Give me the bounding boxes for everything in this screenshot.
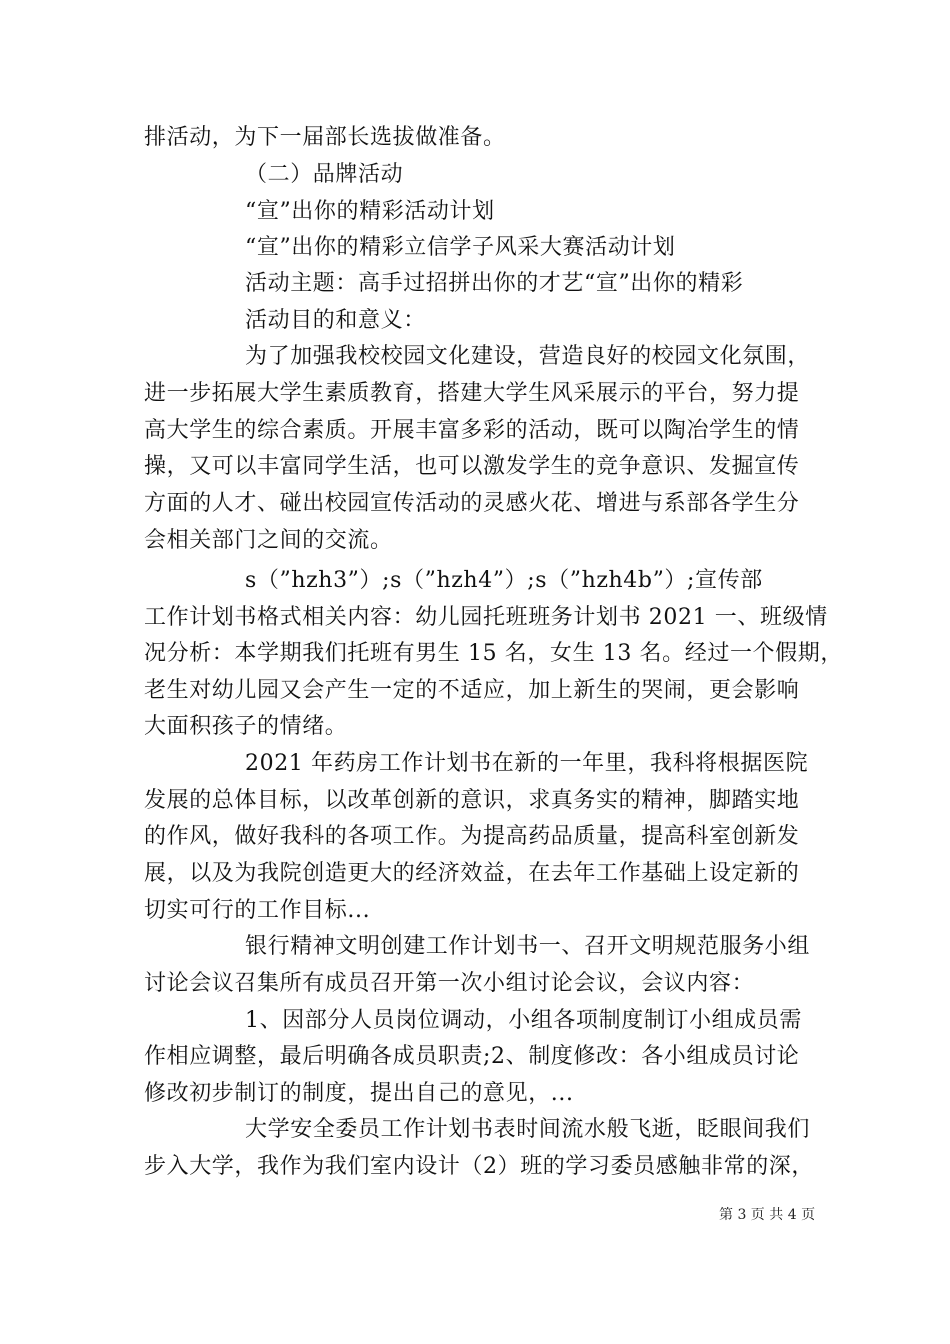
text-line: 发展的总体目标，以改革创新的意识，求真务实的精神，脚踏实地 <box>144 788 800 813</box>
text-line: 展，以及为我院创造更大的经济效益，在去年工作基础上设定新的 <box>144 861 800 886</box>
text-line: 排活动，为下一届部长选拔做准备。 <box>144 125 506 150</box>
text-line: 修改初步制订的制度，提出自己的意见，... <box>144 1081 574 1106</box>
text-line: 活动目的和意义： <box>245 308 426 333</box>
text-line: 工作计划书格式相关内容：幼儿园托班班务计划书 2021 一、班级情 <box>144 605 828 630</box>
text-line: 方面的人才、碰出校园宣传活动的灵感火花、增进与系部各学生分 <box>144 491 800 516</box>
paragraph-first-line: 大学安全委员工作计划书表时间流水般飞逝，眨眼间我们 <box>245 1117 811 1142</box>
text-line: 进一步拓展大学生素质教育，搭建大学生风采展示的平台，努力提 <box>144 381 800 406</box>
paragraph-first-line: 2021 年药房工作计划书在新的一年里，我科将根据医院 <box>245 751 809 776</box>
text-line: 高大学生的综合素质。开展丰富多彩的活动，既可以陶冶学生的情 <box>144 418 800 443</box>
paragraph-first-line: 银行精神文明创建工作计划书一、召开文明规范服务小组 <box>245 934 811 959</box>
paragraph-first-line: 为了加强我校校园文化建设，营造良好的校园文化氛围， <box>245 344 811 369</box>
section-heading: （二）品牌活动 <box>245 162 404 187</box>
paragraph-first-line: 1、因部分人员岗位调动，小组各项制度制订小组成员需 <box>245 1008 802 1033</box>
text-line: 步入大学，我作为我们室内设计（2）班的学习委员感触非常的深， <box>144 1154 814 1179</box>
text-line: 操，又可以丰富同学生活，也可以激发学生的竞争意识、发掘宣传 <box>144 454 800 479</box>
paragraph-first-line: s（”hzh3”）;s（”hzh4”）;s（”hzh4b”）;宣传部 <box>245 568 763 593</box>
text-line: 讨论会议召集所有成员召开第一次小组讨论会议，会议内容： <box>144 971 755 996</box>
text-line: 活动主题：高手过招拼出你的才艺“宣”出你的精彩 <box>245 271 744 296</box>
text-line: “宣”出你的精彩活动计划 <box>245 199 495 224</box>
text-line: “宣”出你的精彩立信学子风采大赛活动计划 <box>245 235 676 260</box>
text-line: 大面积孩子的情绪。 <box>144 714 348 739</box>
text-line: 作相应调整，最后明确各成员职责;2、制度修改：各小组成员讨论 <box>144 1044 800 1069</box>
page-indicator: 第 3 页 共 4 页 <box>719 1207 816 1223</box>
text-line: 的作风，做好我科的各项工作。为提高药品质量，提高科室创新发 <box>144 824 800 849</box>
text-line: 会相关部门之间的交流。 <box>144 528 393 553</box>
text-line: 老生对幼儿园又会产生一定的不适应，加上新生的哭闹，更会影响 <box>144 678 800 703</box>
text-line: 况分析：本学期我们托班有男生 15 名，女生 13 名。经过一个假期， <box>144 641 843 666</box>
text-line: 切实可行的工作目标... <box>144 898 371 923</box>
